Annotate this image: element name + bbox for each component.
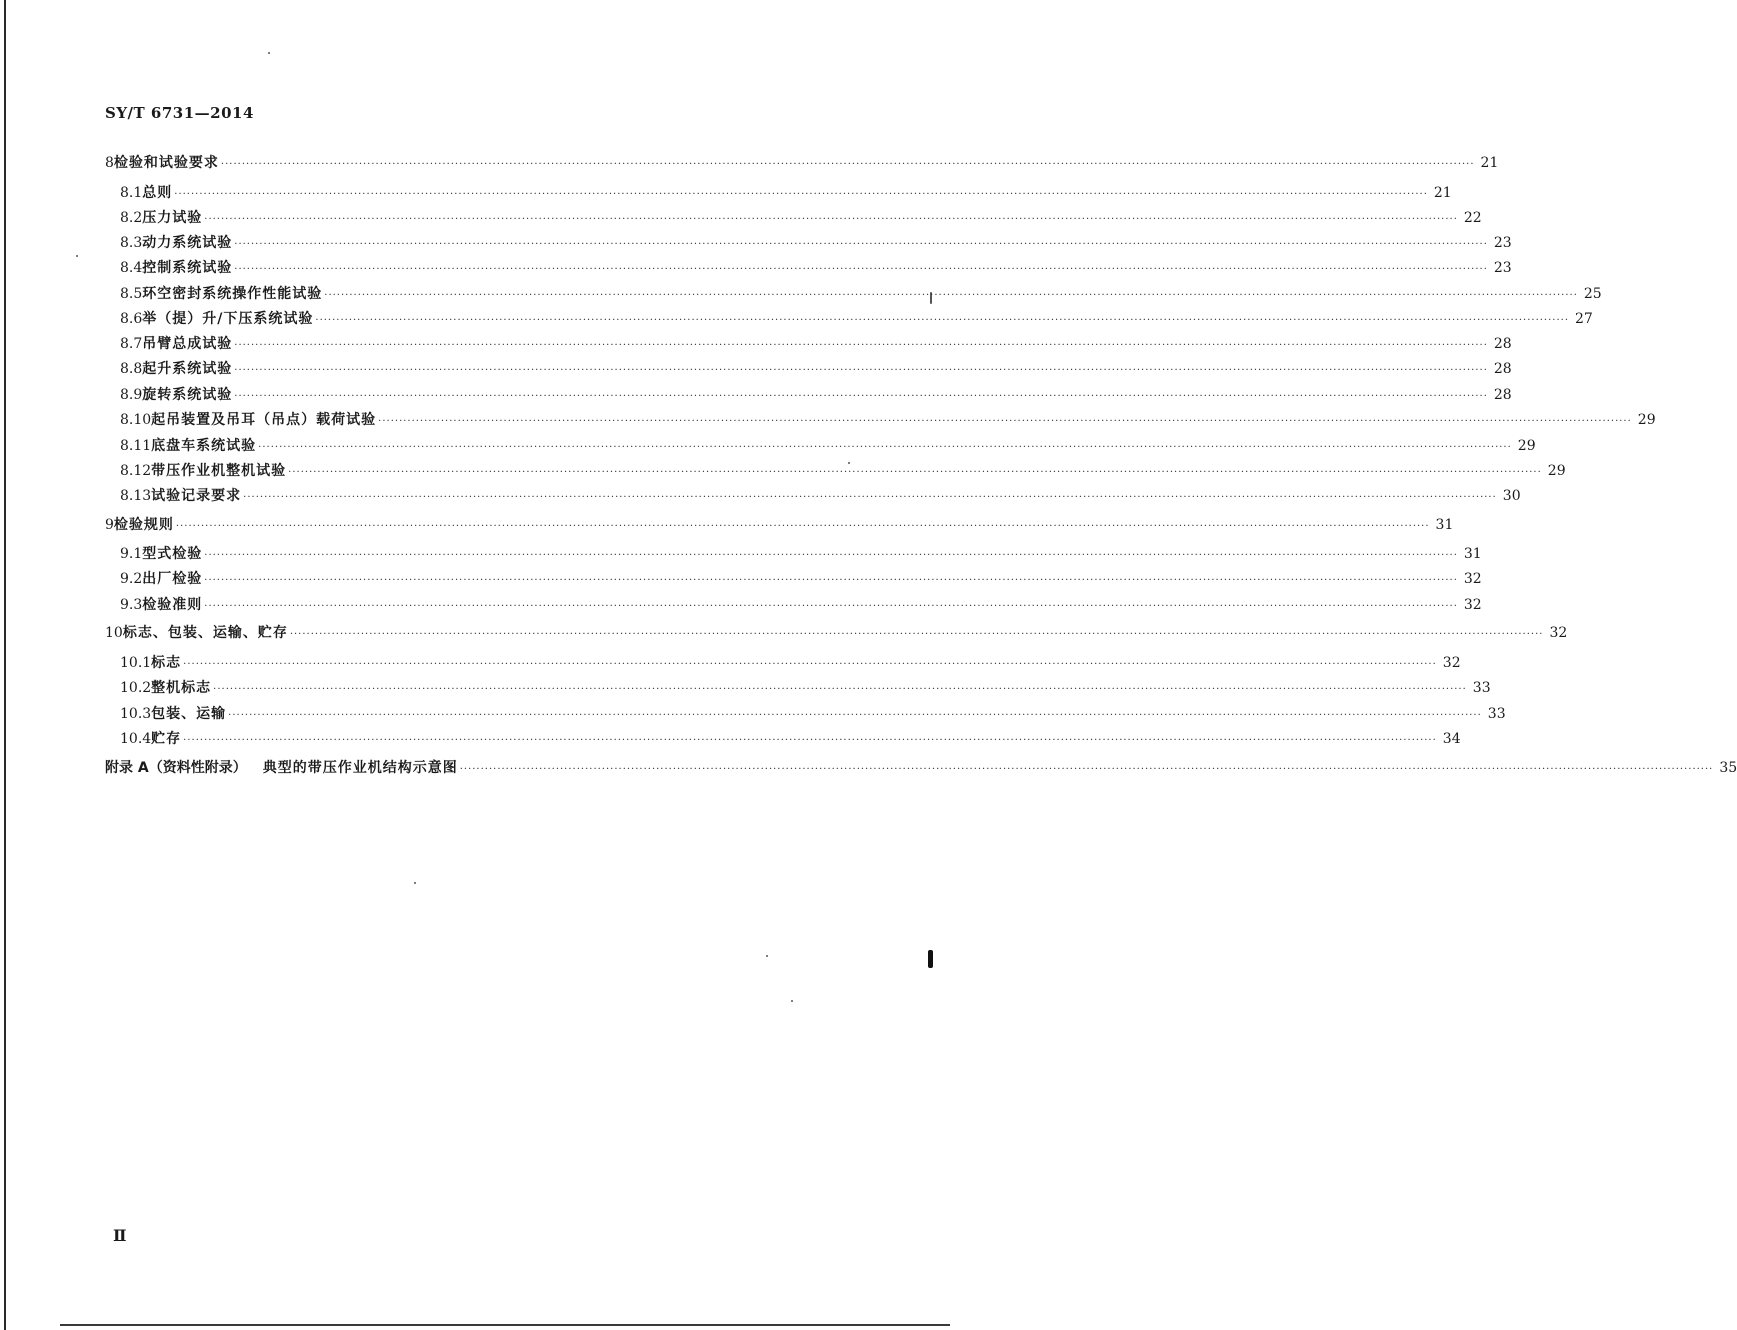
toc-entry-page: 34 bbox=[1442, 731, 1461, 747]
toc-entry-number: 10 bbox=[105, 625, 123, 641]
toc-entry-title: 试验记录要求 bbox=[151, 488, 242, 504]
toc-entry-page: 29 bbox=[1547, 463, 1566, 479]
toc-entry-number: 8.3 bbox=[120, 235, 143, 251]
toc-entry-number: 8.1 bbox=[120, 185, 143, 201]
toc-entry-title: 包装、运输 bbox=[151, 706, 227, 722]
toc-entry[interactable] bbox=[105, 152, 1499, 174]
toc-entry-number: 8.8 bbox=[120, 361, 143, 377]
toc-entry[interactable] bbox=[120, 409, 1656, 431]
toc-entry-number: 8.9 bbox=[120, 387, 143, 403]
toc-entry-page: 31 bbox=[1463, 546, 1482, 562]
toc-leader-dots: ············································································································································································································································································································ bbox=[234, 365, 1488, 376]
toc-entry-page: 29 bbox=[1637, 412, 1656, 428]
toc-leader-dots: ············································································································································································································································································································ bbox=[228, 710, 1482, 721]
toc-leader-dots: ············································································································································································································································································································ bbox=[234, 340, 1488, 351]
toc-entry-title: 环空密封系统操作性能试验 bbox=[142, 286, 323, 302]
toc-entry[interactable] bbox=[120, 384, 1512, 406]
toc-entry[interactable] bbox=[120, 358, 1512, 380]
toc-entry-number: 10.3 bbox=[120, 706, 152, 722]
toc-leader-dots: ············································································································································································································································································································ bbox=[220, 159, 1475, 170]
toc-entry-number: 8 bbox=[105, 155, 114, 171]
toc-entry-page: 21 bbox=[1480, 155, 1499, 171]
toc-leader-dots: ············································································································································································································································································································ bbox=[324, 290, 1578, 301]
scan-speck bbox=[76, 255, 78, 257]
toc-entry-title: 型式检验 bbox=[142, 546, 203, 562]
toc-entry-number: 8.12 bbox=[120, 463, 152, 479]
standard-code-header: SY/T 6731—2014 bbox=[105, 104, 254, 122]
toc-entry-title: 压力试验 bbox=[142, 210, 203, 226]
toc-entry-page: 29 bbox=[1517, 438, 1536, 454]
toc-entry[interactable] bbox=[120, 232, 1512, 254]
toc-entry-number: 8.10 bbox=[120, 412, 152, 428]
toc-entry-title: 吊臂总成试验 bbox=[142, 336, 233, 352]
toc-entry[interactable] bbox=[105, 622, 1568, 644]
scan-speck bbox=[791, 1000, 793, 1002]
toc-leader-dots: ············································································································································································································································································································ bbox=[288, 467, 1542, 478]
toc-leader-dots: ············································································································································································································································································································ bbox=[234, 239, 1488, 250]
toc-entry-title: 动力系统试验 bbox=[142, 235, 233, 251]
toc-entry-page: 22 bbox=[1463, 210, 1482, 226]
toc-entry-page: 25 bbox=[1583, 286, 1602, 302]
toc-entry-title: 旋转系统试验 bbox=[142, 387, 233, 403]
toc-leader-dots: ············································································································································································································································································································ bbox=[204, 601, 1458, 612]
toc-entry[interactable] bbox=[120, 652, 1461, 674]
toc-leader-dots: ············································································································································································································································································································ bbox=[378, 416, 1632, 427]
toc-leader-dots: ············································································································································································································································································································ bbox=[315, 315, 1570, 326]
toc-entry[interactable] bbox=[120, 703, 1506, 725]
toc-leader-dots: ············································································································································································································································································································ bbox=[234, 264, 1488, 275]
toc-entry[interactable] bbox=[120, 677, 1491, 699]
toc-entry-number: 10.4 bbox=[120, 731, 152, 747]
toc-leader-dots: ············································································································································································································································································································ bbox=[258, 442, 1512, 453]
toc-entry-page: 32 bbox=[1442, 655, 1461, 671]
toc-entry-number: 9.3 bbox=[120, 597, 143, 613]
toc-entry-number: 8.13 bbox=[120, 488, 152, 504]
toc-entry-title: 底盘车系统试验 bbox=[151, 438, 257, 454]
toc-entry-title: 标志、包装、运输、贮存 bbox=[122, 625, 288, 641]
toc-leader-dots: ············································································································································································································································································································ bbox=[289, 629, 1544, 640]
scan-speck bbox=[766, 955, 768, 957]
toc-entry[interactable] bbox=[120, 485, 1521, 507]
toc-entry[interactable] bbox=[120, 568, 1482, 590]
toc-entry-page: 28 bbox=[1493, 387, 1512, 403]
toc-leader-dots: ············································································································································································································································································································ bbox=[183, 659, 1437, 670]
toc-entry-number: 8.6 bbox=[120, 311, 143, 327]
toc-entry-number: 9 bbox=[105, 517, 114, 533]
toc-entry-page: 31 bbox=[1435, 517, 1454, 533]
toc-entry-page: 23 bbox=[1493, 235, 1512, 251]
toc-entry-title: 出厂检验 bbox=[142, 571, 203, 587]
toc-entry[interactable] bbox=[120, 207, 1482, 229]
toc-entry-page: 27 bbox=[1575, 311, 1593, 327]
toc-entry-page: 30 bbox=[1502, 488, 1521, 504]
toc-entry-title: 起吊装置及吊耳（吊点）载荷试验 bbox=[151, 412, 377, 428]
toc-leader-dots: ············································································································································································································································································································ bbox=[243, 492, 1497, 503]
toc-entry-number: 8.5 bbox=[120, 286, 143, 302]
toc-entry[interactable] bbox=[120, 435, 1536, 457]
toc-entry[interactable] bbox=[105, 514, 1454, 536]
toc-entry-title: 标志 bbox=[151, 655, 182, 671]
toc-leader-dots: ············································································································································································································································································································ bbox=[175, 521, 1430, 532]
toc-entry-number: 附录 A（资料性附录） bbox=[105, 760, 247, 776]
scan-edge-bottom bbox=[60, 1324, 950, 1326]
toc-entry-number: 8.2 bbox=[120, 210, 143, 226]
toc-leader-dots: ············································································································································································································································································································ bbox=[204, 550, 1458, 561]
toc-entry-title: 带压作业机整机试验 bbox=[151, 463, 287, 479]
toc-entry[interactable] bbox=[120, 728, 1461, 750]
toc-entry-number: 8.4 bbox=[120, 260, 143, 276]
toc-entry[interactable] bbox=[105, 757, 1737, 779]
toc-entry[interactable] bbox=[120, 182, 1452, 204]
toc-leader-dots: ············································································································································································································································································································ bbox=[174, 189, 1428, 200]
scan-mark bbox=[928, 950, 933, 968]
toc-entry-page: 32 bbox=[1463, 597, 1482, 613]
toc-entry-page: 28 bbox=[1493, 361, 1512, 377]
toc-entry[interactable] bbox=[120, 460, 1566, 482]
toc-entry-number: 9.1 bbox=[120, 546, 143, 562]
toc-leader-dots: ············································································································································································································································································································ bbox=[204, 575, 1458, 586]
toc-entry-number: 10.2 bbox=[120, 680, 152, 696]
toc-entry-page: 33 bbox=[1487, 706, 1506, 722]
toc-entry[interactable] bbox=[120, 283, 1602, 305]
toc-leader-dots: ············································································································································································································································································································ bbox=[213, 684, 1467, 695]
toc-entry-title: 检验规则 bbox=[113, 517, 174, 533]
toc-leader-dots: ············································································································································································································································································································ bbox=[459, 764, 1714, 775]
toc-entry-title: 贮存 bbox=[151, 731, 182, 747]
toc-entry[interactable] bbox=[120, 594, 1482, 616]
toc-entry[interactable] bbox=[120, 543, 1482, 565]
toc-entry[interactable] bbox=[120, 333, 1512, 355]
scan-edge-left bbox=[4, 0, 6, 1330]
page-number: Ⅱ bbox=[113, 1226, 127, 1245]
toc-entry-page: 32 bbox=[1549, 625, 1568, 641]
toc-leader-dots: ············································································································································································································································································································ bbox=[183, 735, 1437, 746]
toc-leader-dots: ············································································································································································································································································································ bbox=[234, 391, 1488, 402]
toc-entry-number: 8.7 bbox=[120, 336, 143, 352]
toc-entry-title: 典型的带压作业机结构示意图 bbox=[262, 760, 458, 776]
toc-entry-title: 控制系统试验 bbox=[142, 260, 233, 276]
toc-entry-page: 33 bbox=[1472, 680, 1491, 696]
toc-leader-dots: ············································································································································································································································································································ bbox=[204, 214, 1458, 225]
toc-entry-page: 35 bbox=[1719, 760, 1737, 776]
toc-entry-number: 10.1 bbox=[120, 655, 152, 671]
toc-entry[interactable] bbox=[120, 308, 1593, 330]
toc-entry-title: 起升系统试验 bbox=[142, 361, 233, 377]
toc-entry-page: 23 bbox=[1493, 260, 1512, 276]
toc-entry[interactable] bbox=[120, 257, 1512, 279]
toc-entry-title: 检验准则 bbox=[142, 597, 203, 613]
toc-entry-number: 9.2 bbox=[120, 571, 143, 587]
toc-entry-page: 21 bbox=[1433, 185, 1452, 201]
toc-entry-page: 28 bbox=[1493, 336, 1512, 352]
scan-speck bbox=[414, 882, 416, 884]
scan-speck bbox=[848, 462, 850, 464]
toc-entry-title: 整机标志 bbox=[151, 680, 212, 696]
toc-entry-number: 8.11 bbox=[120, 438, 152, 454]
scan-speck bbox=[268, 52, 270, 54]
toc-entry-page: 32 bbox=[1463, 571, 1482, 587]
toc-entry-title: 检验和试验要求 bbox=[113, 155, 219, 171]
toc-entry-title: 举（提）升/下压系统试验 bbox=[142, 311, 314, 327]
toc-entry-title: 总则 bbox=[142, 185, 173, 201]
